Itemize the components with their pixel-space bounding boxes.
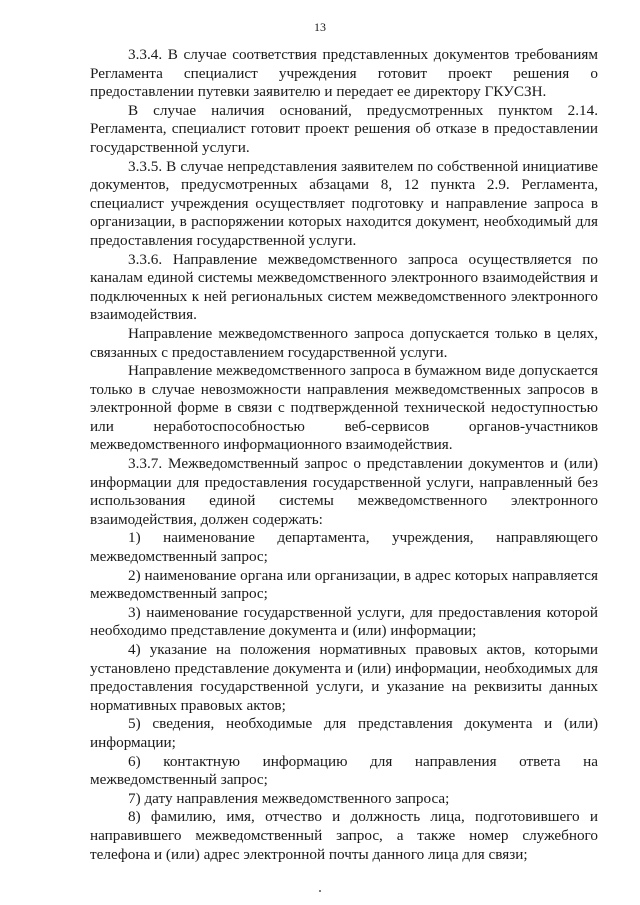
paragraph-3-3-5: 3.3.5. В случае непредставления заявителем по собственной инициативе документов, предусмотренных абзацами 8, 12 пункта 2.9. Регламента, специалист учреждения осуществляет подготовку и направление запроса в организации, в распоряжении которых находится документ, необходимый для предоставления государственной услуги. [90, 157, 598, 249]
list-item-8: 8) фамилию, имя, отчество и должность лица, подготовившего и направившего межведомственный запрос, а также номер служебного телефона и (или) адрес электронной почты данного лица для связи; [90, 808, 598, 863]
list-item-4: 4) указание на положения нормативных правовых актов, которыми установлено представление документа и (или) информации, необходимых для предоставления государственной услуги, и указание на реквизиты данных нормативных правовых актов; [90, 641, 598, 714]
document-body [90, 46, 598, 864]
page-number: 13 [314, 20, 326, 34]
list-item-5: 5) сведения, необходимые для представления документа и (или) информации; [90, 715, 598, 751]
paragraph-purpose: Направление межведомственного запроса допускается только в целях, связанных с предоставлением государственной услуги. [90, 324, 598, 361]
paragraph-refusal: В случае наличия оснований, предусмотренных пунктом 2.14. Регламента, специалист готовит проект решения об отказе в предоставлении государственной услуги. [90, 101, 598, 156]
paragraph-3-3-6: 3.3.6. Направление межведомственного запроса осуществляется по каналам единой системы межведомственного электронного взаимодействия и подключенных к ней региональных систем межведомственного электронного взаимодействия. [90, 250, 598, 324]
paragraph-3-3-4: 3.3.4. В случае соответствия представленных документов требованиям Регламента специалист учреждения готовит проект решения о предоставлении путевки заявителю и передает ее директору ГКУСЗН. [90, 46, 598, 101]
paragraph-paper-form: Направление межведомственного запроса в бумажном виде допускается только в случае невозможности направления межведомственных запросов в электронной форме в связи с подтвержденной технической недоступностью или неработоспособностью веб-сервисов органов-участников межведомственного информационного взаимодействия. [90, 362, 598, 454]
list-item-3: 3) наименование государственной услуги, для предоставления которой необходимо представление документа и (или) информации; [90, 603, 598, 640]
list-item-6: 6) контактную информацию для направления ответа на межведомственный запрос; [90, 752, 598, 789]
scan-speck [319, 890, 321, 892]
list-item-2: 2) наименование органа или организации, в адрес которых направляется межведомственный запрос; [90, 566, 598, 603]
list-item-1: 1) наименование департамента, учреждения, направляющего межведомственный запрос; [90, 529, 598, 566]
list-item-7: 7) дату направления межведомственного запроса; [128, 789, 450, 807]
paragraph-3-3-7: 3.3.7. Межведомственный запрос о представлении документов и (или) информации для предоставления государственной услуги, направленный без использования единой системы межведомственного электронного взаимодействия, должен содержать: [90, 455, 598, 528]
